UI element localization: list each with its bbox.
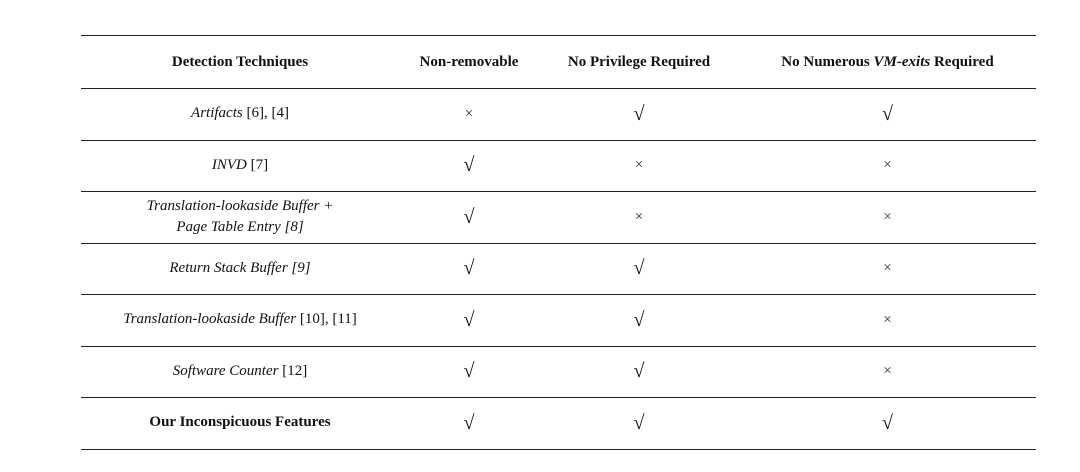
technique-name — [81, 295, 399, 347]
no-privilege-cell — [539, 295, 739, 347]
header-col3-italic: VM-exits — [873, 53, 931, 70]
non-removable-cell — [399, 346, 539, 398]
technique-name — [81, 140, 399, 192]
non-removable-cell — [399, 243, 539, 295]
no-privilege-cell — [539, 398, 739, 450]
checkmark-icon: √ — [882, 102, 893, 125]
cross-icon: × — [883, 311, 892, 328]
cross-icon: × — [883, 208, 892, 225]
technique-name-line2: Page Table Entry [8] — [176, 219, 304, 236]
technique-name-italic: INVD — [211, 156, 247, 173]
header-detection-techniques: Detection Techniques — [81, 36, 399, 89]
header-col3-suffix: Required — [930, 53, 994, 70]
table-row — [81, 192, 1036, 244]
checkmark-icon: √ — [463, 360, 475, 383]
checkmark-icon: √ — [633, 102, 645, 125]
header-no-numerous-vm-exits-required — [739, 36, 1036, 89]
no-vm-exits-cell — [739, 140, 1036, 192]
technique-name-italic: Translation-lookaside Buffer — [123, 311, 297, 328]
checkmark-icon: √ — [633, 360, 645, 383]
technique-name-italic: Return Stack Buffer [9] — [169, 259, 311, 276]
no-privilege-cell — [539, 89, 739, 141]
no-vm-exits-cell — [739, 295, 1036, 347]
technique-name-ours — [81, 398, 399, 450]
table-row — [81, 346, 1036, 398]
cross-icon: × — [883, 260, 892, 277]
non-removable-cell — [399, 295, 539, 347]
technique-refs: [12] — [278, 362, 308, 379]
header-col3-prefix: No Numerous — [781, 53, 874, 70]
table-row — [81, 140, 1036, 192]
technique-name-italic: Software Counter — [172, 362, 279, 379]
table-row — [81, 398, 1036, 450]
table-header-row — [81, 36, 1036, 89]
cross-icon: × — [883, 363, 892, 380]
checkmark-icon: √ — [633, 308, 645, 331]
checkmark-icon: √ — [882, 411, 893, 434]
no-vm-exits-cell — [739, 89, 1036, 141]
cross-icon: × — [883, 157, 892, 174]
checkmark-icon: √ — [633, 411, 645, 434]
technique-refs: [7] — [246, 156, 269, 173]
table-row — [81, 243, 1036, 295]
no-privilege-cell — [539, 140, 739, 192]
technique-name-line1: Translation-lookaside Buffer + — [146, 197, 334, 214]
technique-refs: [6], [4] — [242, 105, 289, 122]
technique-name-bold: Our Inconspicuous Features — [149, 414, 331, 431]
non-removable-cell — [399, 89, 539, 141]
detection-techniques-table — [81, 35, 1036, 450]
table-row — [81, 89, 1036, 141]
non-removable-cell — [399, 140, 539, 192]
technique-name-italic: Artifacts — [191, 105, 243, 122]
no-vm-exits-cell — [739, 346, 1036, 398]
no-privilege-cell — [539, 192, 739, 244]
no-vm-exits-cell — [739, 243, 1036, 295]
checkmark-icon: √ — [463, 205, 475, 228]
technique-name — [81, 89, 399, 141]
table-row — [81, 295, 1036, 347]
cross-icon: × — [634, 157, 644, 174]
technique-refs: [10], [11] — [296, 311, 357, 328]
technique-name — [81, 243, 399, 295]
checkmark-icon: √ — [463, 154, 475, 177]
cross-icon: × — [464, 105, 474, 122]
technique-name — [81, 192, 399, 244]
no-privilege-cell — [539, 243, 739, 295]
checkmark-icon: √ — [463, 308, 475, 331]
no-vm-exits-cell — [739, 192, 1036, 244]
no-vm-exits-cell — [739, 398, 1036, 450]
checkmark-icon: √ — [463, 257, 475, 280]
checkmark-icon: √ — [463, 411, 475, 434]
header-no-privilege-required: No Privilege Required — [539, 36, 739, 89]
non-removable-cell — [399, 192, 539, 244]
header-non-removable: Non-removable — [399, 36, 539, 89]
checkmark-icon: √ — [633, 257, 645, 280]
no-privilege-cell — [539, 346, 739, 398]
non-removable-cell — [399, 398, 539, 450]
cross-icon: × — [634, 208, 644, 225]
technique-name — [81, 346, 399, 398]
